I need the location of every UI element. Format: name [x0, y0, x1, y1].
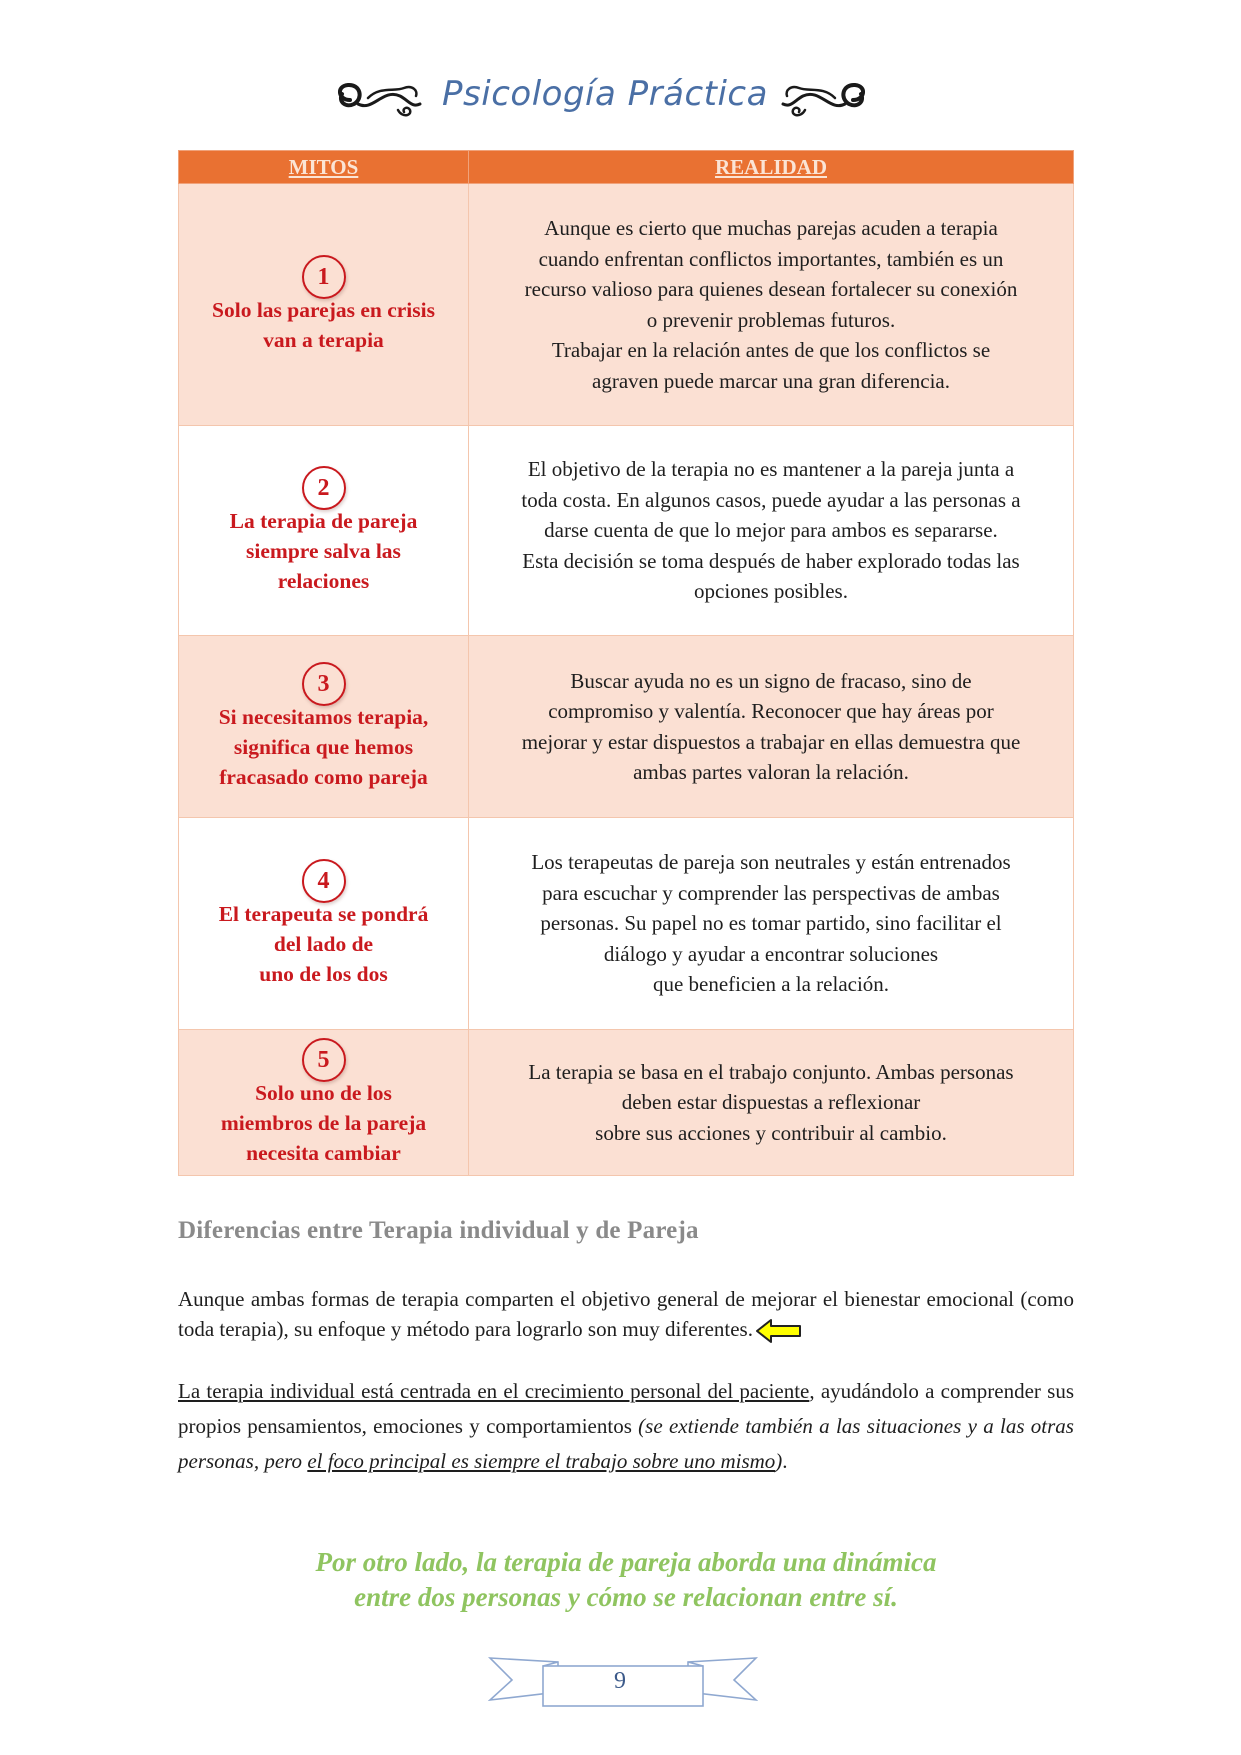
header-myths: MITOS — [179, 151, 469, 184]
reality-text-line: La terapia se basa en el trabajo conjunto. Ambas personas — [528, 1059, 1014, 1084]
table-row — [179, 818, 1074, 1030]
reality-text-line: toda costa. En algunos casos, puede ayudar a las personas a — [521, 487, 1021, 512]
reality-text-line: deben estar dispuestas a reflexionar — [621, 1090, 921, 1115]
page-number: 9 — [614, 1668, 626, 1694]
table-row — [179, 636, 1074, 818]
myth-text-line: siempre salva las — [246, 538, 401, 563]
reality-text-line: Buscar ayuda no es un signo de fracaso, sino de — [570, 668, 972, 693]
myth-text-line: Solo uno de los — [255, 1080, 392, 1105]
reality-text-line: diálogo y ayudar a encontrar soluciones — [603, 941, 939, 966]
number-badge: 2 — [302, 466, 346, 510]
reality-text-line: cuando enfrentan conflictos importantes, también es un — [538, 246, 1004, 271]
individual-therapy-aside: (se extiende también a las situaciones y a las otras personas, pero — [178, 1414, 1074, 1473]
myth-cell — [179, 636, 469, 818]
reality-text-line: Aunque es cierto que muchas parejas acuden a terapia — [544, 216, 998, 240]
table-header-row — [179, 151, 1074, 184]
individual-therapy-text: , ayudándolo a comprender sus propios pensamientos, emociones y comportamientos — [178, 1379, 1074, 1438]
page-header — [0, 72, 1241, 128]
myth-text-line: del lado de — [273, 931, 374, 956]
individual-therapy-paragraph — [178, 1374, 1074, 1479]
reality-text-line: agraven puede marcar una gran diferencia. — [592, 368, 950, 393]
reality-text-line: personas. Su papel no es tomar partido, sino facilitar el — [540, 911, 1002, 936]
myth-cell — [179, 184, 469, 426]
reality-text-line: sobre sus acciones y contribuir al cambio. — [595, 1120, 947, 1145]
individual-therapy-aside-close: ) — [775, 1449, 783, 1473]
myth-text-line: uno de los dos — [259, 961, 388, 986]
scroll-ornament-right-icon — [775, 78, 875, 122]
reality-cell — [469, 184, 1074, 426]
individual-therapy-focus: el foco principal es siempre el trabajo sobre uno mismo — [307, 1449, 776, 1473]
individual-therapy-lead: La terapia individual está centrada en el crecimiento personal del paciente — [178, 1379, 810, 1403]
myths-reality-table — [178, 150, 1074, 1176]
reality-text-line: Trabajar en la relación antes de que los conflictos se — [551, 338, 991, 362]
reality-text-line: compromiso y valentía. Reconocer que hay áreas por — [548, 699, 994, 723]
callout-line: entre dos personas y cómo se relacionan entre sí. — [354, 1582, 898, 1612]
myth-text-line: relaciones — [277, 568, 370, 593]
number-badge: 3 — [302, 662, 346, 706]
scroll-ornament-left-icon — [328, 78, 428, 122]
intro-paragraph-text: Aunque ambas formas de terapia comparten el objetivo general de mejorar el bienestar emocional (como toda terapia), su enfoque y método para lograrlo son muy diferentes. — [178, 1287, 1074, 1341]
myth-text-line: fracasado como pareja — [219, 764, 428, 789]
left-arrow-icon — [755, 1318, 803, 1344]
reality-text-line: que beneficien a la relación. — [652, 972, 890, 997]
number-badge: 4 — [302, 859, 346, 903]
myth-text-line: miembros de la pareja — [220, 1110, 427, 1135]
reality-text-line: El objetivo de la terapia no es mantener a la pareja junta a — [527, 457, 1015, 482]
reality-text-line: Los terapeutas de pareja son neutrales y están entrenados — [531, 850, 1011, 875]
section-heading: Diferencias entre Terapia individual y de Pareja — [178, 1217, 699, 1244]
table-row — [179, 426, 1074, 636]
myth-text-line: van a terapia — [263, 327, 384, 352]
reality-text-line: mejorar y estar dispuestos a trabajar en ellas demuestra que — [521, 729, 1021, 754]
number-badge: 5 — [302, 1038, 346, 1082]
myth-cell — [179, 426, 469, 636]
table-row — [179, 1030, 1074, 1176]
reality-text-line: opciones posibles. — [694, 579, 848, 604]
myth-text-line: significa que hemos — [233, 734, 414, 759]
brand-title: Psicología Práctica — [442, 74, 768, 114]
header-reality: REALIDAD — [469, 151, 1074, 184]
individual-therapy-end: . — [782, 1449, 788, 1473]
reality-text-line: o prevenir problemas futuros. — [646, 307, 896, 332]
callout-line: Por otro lado, la terapia de pareja aborda una dinámica — [315, 1547, 937, 1577]
number-badge: 1 — [302, 255, 346, 299]
reality-text-line: para escuchar y comprender las perspectivas de ambas — [542, 880, 1000, 905]
myth-text-line: El terapeuta se pondrá — [218, 901, 429, 926]
table-row — [179, 184, 1074, 426]
reality-text-line: darse cuenta de que lo mejor para ambos es separarse. — [544, 518, 998, 543]
myth-text-line: necesita cambiar — [246, 1140, 401, 1165]
intro-paragraph — [178, 1284, 1074, 1344]
reality-cell — [469, 818, 1074, 1030]
myth-cell — [179, 818, 469, 1030]
reality-text-line: ambas partes valoran la relación. — [633, 760, 909, 784]
reality-cell — [469, 426, 1074, 636]
reality-text-line: Esta decisión se toma después de haber explorado todas las — [522, 548, 1020, 573]
couple-therapy-callout — [178, 1545, 1074, 1615]
myth-text-line: La terapia de pareja — [229, 508, 418, 533]
reality-cell — [469, 1030, 1074, 1176]
reality-text-line: recurso valioso para quienes desean fortalecer su conexión — [524, 277, 1018, 301]
myth-cell — [179, 1030, 469, 1176]
myth-text-line: Solo las parejas en crisis — [212, 297, 435, 322]
reality-cell — [469, 636, 1074, 818]
myth-text-line: Si necesitamos terapia, — [218, 704, 429, 729]
